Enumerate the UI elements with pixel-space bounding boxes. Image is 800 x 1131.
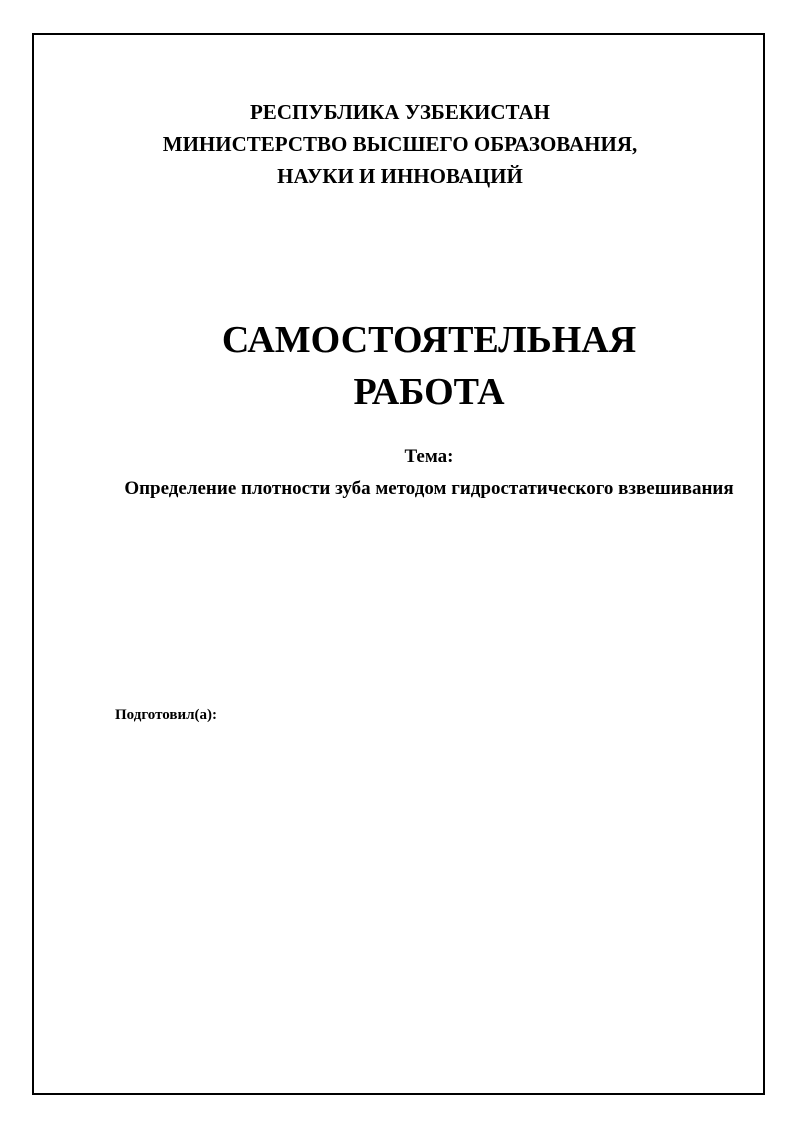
country-name: РЕСПУБЛИКА УЗБЕКИСТАН xyxy=(249,100,551,124)
institution-header xyxy=(0,96,800,192)
ministry-name-line-1: МИНИСТЕРСТВО ВЫСШЕГО ОБРАЗОВАНИЯ, xyxy=(162,132,638,156)
title-line-2: РАБОТА xyxy=(353,371,505,413)
topic-label: Тема: xyxy=(404,446,454,467)
topic-section xyxy=(0,442,800,504)
document-title xyxy=(0,314,800,418)
page-border-frame xyxy=(32,33,765,1095)
ministry-name-line-2: НАУКИ И ИННОВАЦИЙ xyxy=(277,164,523,188)
prepared-by-label: Подготовил(а): xyxy=(115,707,218,723)
topic-text: Определение плотности зуба методом гидростатического взвешивания xyxy=(124,478,734,499)
title-line-1: САМОСТОЯТЕЛЬНАЯ xyxy=(221,319,637,361)
